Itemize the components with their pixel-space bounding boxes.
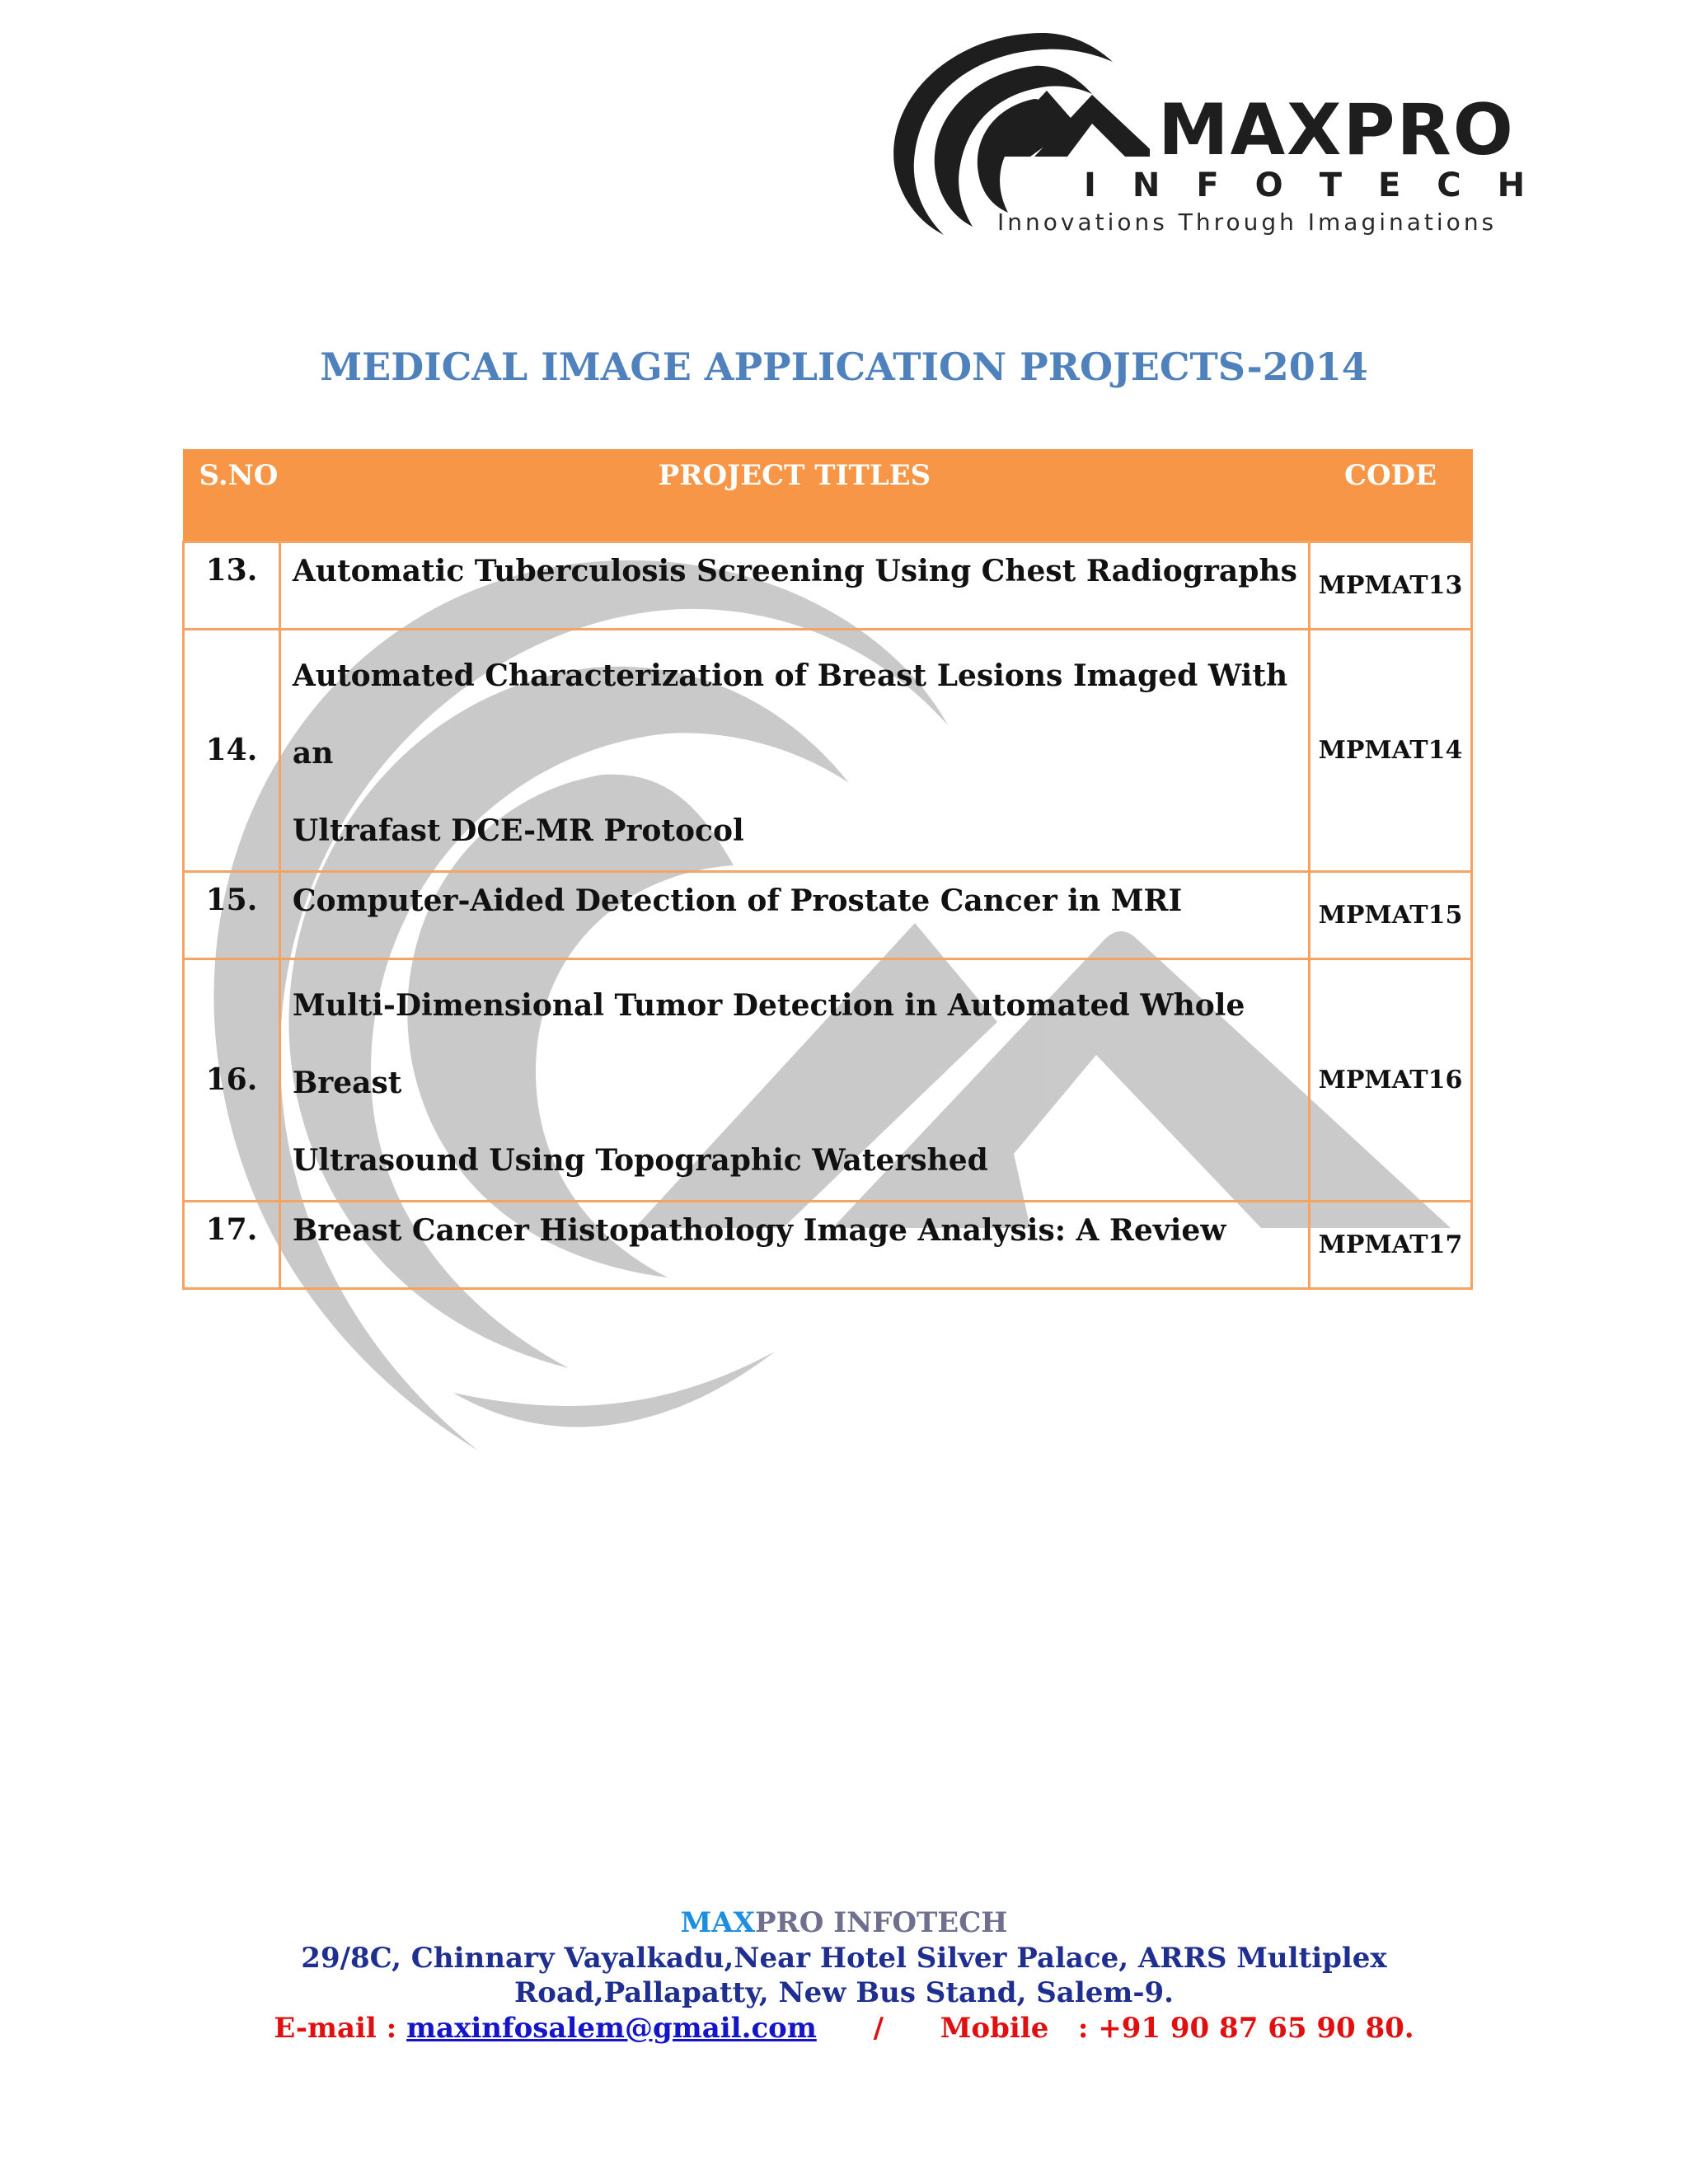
mobile-label: Mobile :	[940, 2011, 1099, 2045]
row-title	[279, 542, 1309, 630]
logo-name: MAXPRO	[1158, 89, 1515, 171]
projects-table	[182, 449, 1473, 1290]
row-title-line: Breast Cancer Histopathology Image Analysis: A Review	[292, 1213, 1226, 1248]
header-sno: S.NO	[184, 450, 280, 542]
logo-sub: INFOTECH	[1084, 166, 1562, 204]
footer-company	[0, 1905, 1688, 1941]
row-sno: 13.	[184, 542, 280, 630]
row-title-line: Ultrasound Using Topographic Watershed	[292, 1143, 988, 1178]
row-title	[279, 959, 1309, 1202]
footer-company-rest: PRO INFOTECH	[754, 1906, 1008, 1939]
row-title	[279, 1202, 1309, 1289]
email-link[interactable]: maxinfosalem@gmail.com	[406, 2011, 817, 2045]
footer-company-prefix: MAX	[680, 1906, 755, 1939]
row-title-line: Automatic Tuberculosis Screening Using Chest Radiographs	[292, 554, 1297, 588]
row-title	[279, 872, 1309, 959]
header-code: CODE	[1310, 450, 1472, 542]
contact-separator: /	[873, 2011, 884, 2045]
footer-contact	[0, 2011, 1688, 2046]
row-title-line: Automated Characterization of Breast Lesions Imaged With an	[292, 658, 1288, 771]
row-code: MPMAT14	[1310, 630, 1472, 872]
row-code: MPMAT17	[1310, 1202, 1472, 1289]
mobile-number: +91 90 87 65 90 80.	[1098, 2011, 1414, 2045]
header-title: PROJECT TITLES	[279, 450, 1309, 542]
company-logo	[886, 25, 1562, 239]
row-code: MPMAT13	[1310, 542, 1472, 630]
row-title-line: Multi-Dimensional Tumor Detection in Automated Whole Breast	[292, 988, 1245, 1100]
row-title	[279, 630, 1309, 872]
table-row	[184, 1202, 1472, 1289]
table-row	[184, 959, 1472, 1202]
row-code: MPMAT15	[1310, 872, 1472, 959]
table-header-row	[184, 450, 1472, 542]
row-sno: 14.	[184, 630, 280, 872]
row-title-line: Ultrafast DCE-MR Protocol	[292, 813, 744, 848]
footer	[0, 1905, 1688, 2046]
row-sno: 15.	[184, 872, 280, 959]
table-row	[184, 542, 1472, 630]
email-label: E-mail :	[274, 2011, 407, 2045]
row-title-line: Computer-Aided Detection of Prostate Cancer in MRI	[292, 883, 1183, 918]
table-row	[184, 872, 1472, 959]
footer-address: 29/8C, Chinnary Vayalkadu,Near Hotel Silver Palace, ARRS Multiplex Road,Pallapatty, New Bus Stand, Salem-9.	[301, 1941, 1387, 2009]
watermark-arc-bottom	[453, 1352, 775, 1427]
table-row	[184, 630, 1472, 872]
row-sno: 17.	[184, 1202, 280, 1289]
row-code: MPMAT16	[1310, 959, 1472, 1202]
logo-swoosh-icon	[886, 25, 1150, 239]
logo-tagline: Innovations Through Imaginations	[997, 209, 1498, 236]
page-title: MEDICAL IMAGE APPLICATION PROJECTS-2014	[320, 344, 1368, 389]
row-sno: 16.	[184, 959, 280, 1202]
